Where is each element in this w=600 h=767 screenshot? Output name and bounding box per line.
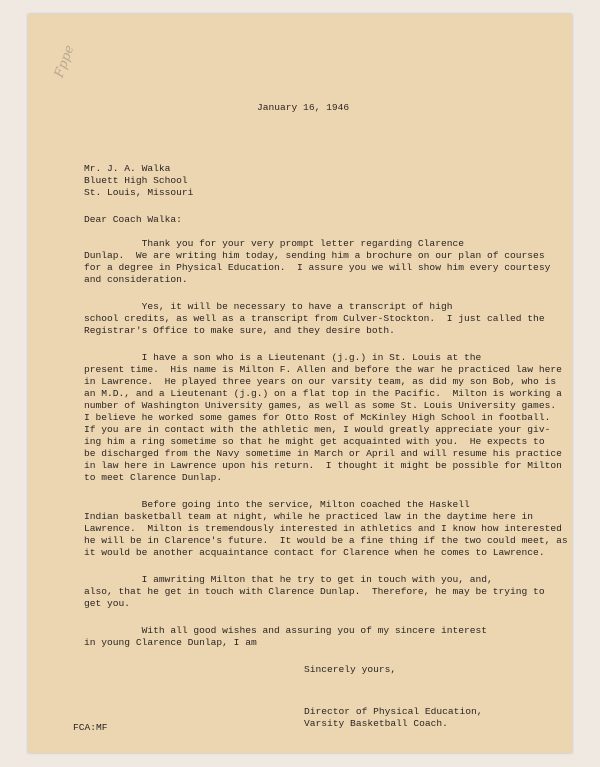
- paragraph-5-line: get you.: [84, 598, 131, 609]
- salutation: Dear Coach Walka:: [84, 214, 182, 225]
- paragraph-3-line: in Lawrence. He played three years on our varsity team, as did my son Bob, who is: [84, 376, 557, 387]
- paragraph-3-line: I have a son who is a Lieutenant (j.g.) in St. Louis at the: [84, 352, 482, 363]
- paragraph-2-line: school credits, as well as a transcript from Culver-Stockton. I just called the: [84, 313, 545, 324]
- paragraph-3-line: in law here in Lawrence upon his return. I thought it might be possible for Milton: [84, 460, 562, 471]
- recipient-line-1: Mr. J. A. Walka: [84, 163, 171, 174]
- paragraph-4-line: Before going into the service, Milton coached the Haskell: [84, 499, 470, 510]
- paragraph-3-line: I believe he worked some games for Otto Rost of McKinley High School in football.: [84, 412, 551, 423]
- paragraph-4-line: he will be in Clarence's future. It would be a fine thing if the two could meet, as: [84, 535, 568, 546]
- paragraph-3-line: If you are in contact with the athletic men, I would greatly appreciate your giv-: [84, 424, 551, 435]
- signature-title-line-2: Varsity Basketball Coach.: [304, 718, 448, 729]
- paragraph-5-line: I amwriting Milton that he try to get in touch with you, and,: [84, 574, 493, 585]
- pencil-margin-note: Fppe: [51, 43, 78, 80]
- paragraph-3-line: be discharged from the Navy sometime in March or April and will resume his practice: [84, 448, 562, 459]
- paragraph-3-line: to meet Clarence Dunlap.: [84, 472, 223, 483]
- paragraph-4-line: it would be another acquaintance contact for Clarence when he comes to Lawrence.: [84, 547, 545, 558]
- paragraph-1-line: for a degree in Physical Education. I assure you we will show him every courtesy: [84, 262, 551, 273]
- paragraph-2-line: Yes, it will be necessary to have a transcript of high: [84, 301, 453, 312]
- paragraph-2-line: Registrar's Office to make sure, and they desire both.: [84, 325, 395, 336]
- paragraph-6-line: With all good wishes and assuring you of my sincere interest: [84, 625, 488, 636]
- paragraph-3-line: ing him a ring sometime so that he might get acquainted with you. He expects to: [84, 436, 545, 447]
- paragraph-1-line: and consideration.: [84, 274, 188, 285]
- paragraph-3-line: number of Washington University games, as well as some St. Louis University games.: [84, 400, 557, 411]
- paragraph-5-line: also, that he get in touch with Clarence Dunlap. Therefore, he may be trying to: [84, 586, 545, 597]
- closing: Sincerely yours,: [304, 664, 397, 675]
- signature-title-line-1: Director of Physical Education,: [304, 706, 483, 717]
- paragraph-6-line: in young Clarence Dunlap, I am: [84, 637, 257, 648]
- paragraph-1-line: Thank you for your very prompt letter regarding Clarence: [84, 238, 464, 249]
- letter-date: January 16, 1946: [257, 102, 350, 113]
- letter-page: [28, 14, 572, 753]
- recipient-line-3: St. Louis, Missouri: [84, 187, 194, 198]
- paragraph-4-line: Lawrence. Milton is tremendously interested in athletics and I know how interested: [84, 523, 562, 534]
- paragraph-4-line: Indian basketball team at night, while he practiced law in the daytime here in: [84, 511, 534, 522]
- paragraph-3-line: present time. His name is Milton F. Allen and before the war he practiced law here: [84, 364, 562, 375]
- typist-initials: FCA:MF: [73, 722, 108, 733]
- recipient-line-2: Bluett High School: [84, 175, 188, 186]
- paragraph-1-line: Dunlap. We are writing him today, sending him a brochure on our plan of courses: [84, 250, 545, 261]
- paragraph-3-line: an M.D., and a Lieutenant (j.g.) on a flat top in the Pacific. Milton is working a: [84, 388, 562, 399]
